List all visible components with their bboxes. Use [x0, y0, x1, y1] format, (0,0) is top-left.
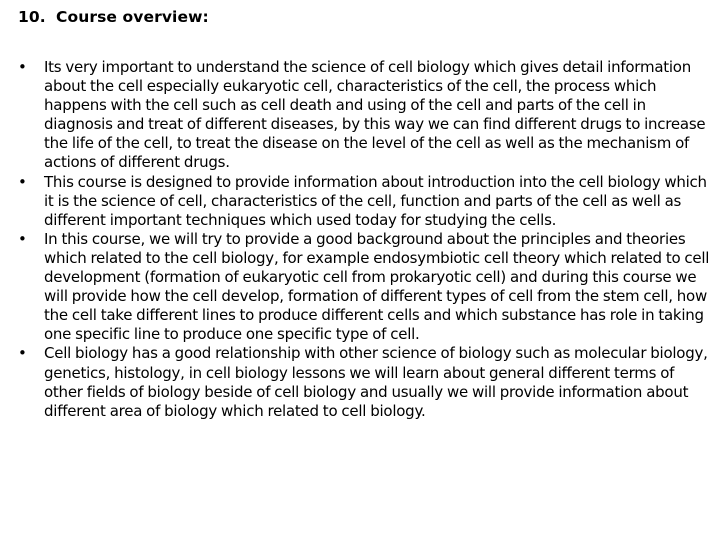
- bullet-text: In this course, we will try to provide a good background about the principles and theories which related to the cell biology, for example endosymbiotic cell theory which related to cell development (formation of eukaryotic cell from prokaryotic cell) and during this course we will provide how the cell develop, formation of different types of cell from the stem cell, how the cell take different lines to produce different cells and which substance has role in taking one specific line to produce one specific type of cell.: [44, 229, 710, 344]
- bullet-item: [0, 230, 720, 345]
- bullet-icon: •: [18, 344, 27, 363]
- bullet-icon: •: [18, 58, 27, 76]
- page-title: [18, 8, 209, 26]
- bullet-list: [0, 58, 720, 421]
- bullet-item: [0, 58, 720, 173]
- bullet-icon: •: [18, 172, 27, 191]
- bullet-text: Cell biology has a good relationship with other science of biology such as molecular biology, genetics, histology, in cell biology lessons we will learn about general different terms of other fields of biology beside of cell biology and usually we will provide information about different area of biology which related to cell biology.: [44, 344, 708, 420]
- bullet-item: [0, 344, 720, 420]
- section-number: 10.: [18, 8, 46, 26]
- bullet-text: Its very important to understand the science of cell biology which gives detail information about the cell especially eukaryotic cell, characteristics of the cell, the process which happens with the cell such as cell death and using of the cell and parts of the cell in diagnosis and treat of different diseases, by this way we can find different drugs to increase the life of the cell, to treat the disease on the level of the cell as well as the mechanism of actions of different drugs.: [44, 58, 706, 172]
- bullet-item: [0, 173, 720, 230]
- section-title: Course overview:: [56, 8, 209, 26]
- bullet-text: This course is designed to provide information about introduction into the cell biology which it is the science of cell, characteristics of the cell, function and parts of the cell as well as different important techniques which used today for studying the cells.: [44, 172, 707, 229]
- bullet-icon: •: [18, 229, 27, 248]
